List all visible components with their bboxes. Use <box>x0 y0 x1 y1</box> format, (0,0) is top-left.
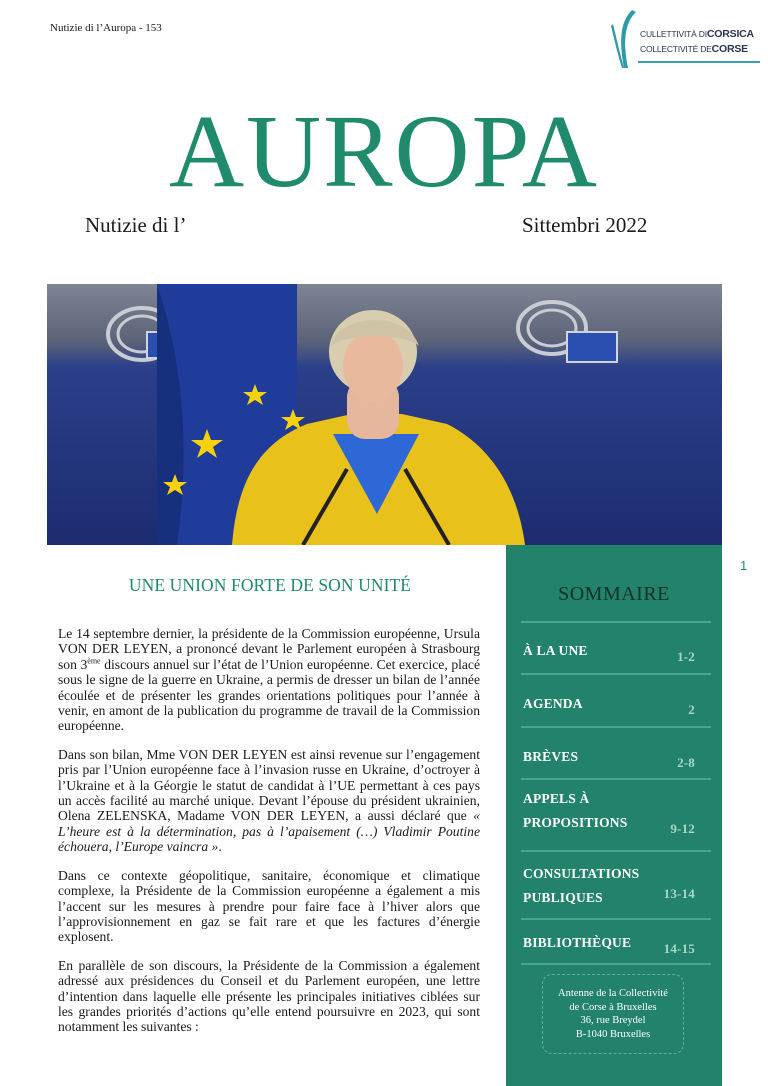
sommaire-item-agenda[interactable]: AGENDA 2 <box>523 696 695 717</box>
collectivite-corse-logo: CULLETTIVITÀ DICORSICA COLLECTIVITÉ DECORSE <box>610 6 760 72</box>
paragraph: Le 14 septembre dernier, la présidente de la Commission européenne, Ursula VON DER LEYEN, a prononcé devant le Parlement européen à Strasbourg son 3ème discours annuel sur l’état de l’Union européenne. Cet exercice, placé sous le signe de la guerre en Ukraine, a permis de dresser un bilan de l’année écoulée et de présenter les grandes orientations politiques pour l’année à venir, en amont de la publication du programme de travail de la Commission européenne. <box>58 626 480 734</box>
sommaire-title: SOMMAIRE <box>558 583 670 605</box>
cover-photo <box>47 284 722 545</box>
sommaire-item-a-la-une[interactable]: À LA UNE 1-2 <box>523 643 695 664</box>
masthead-title: AUROPA <box>168 94 600 209</box>
sommaire-item-appels[interactable]: APPELS À PROPOSITIONS 9-12 <box>523 791 695 836</box>
sommaire-panel <box>506 545 722 1086</box>
address-box: Antenne de la Collectivité de Corse à Bruxelles 36, rue Breydel B-1040 Bruxelles <box>542 974 684 1054</box>
article-headline: UNE UNION FORTE DE SON UNITÉ <box>128 575 412 595</box>
masthead-subtitle: Nutizie di l’ <box>85 213 187 237</box>
logo-mark-icon <box>610 6 640 72</box>
paragraph: Dans ce contexte géopolitique, sanitaire, économique et climatique complexe, la Présidente de la Commission européenne a également a mis l’accent sur les mesures à prendre pour faire face à l’hiver alors que l’approvisionnement en gaz se fait rare et que les factures d’énergie explosent. <box>58 867 480 945</box>
issue-date: Sittembri 2022 <box>522 213 648 237</box>
article-body <box>58 626 480 1048</box>
sommaire-item-bibliotheque[interactable]: BIBLIOTHÈQUE 14-15 <box>523 935 695 956</box>
page-number: 1 <box>740 558 748 573</box>
paragraph: Dans son bilan, Mme VON DER LEYEN est ainsi revenue sur l’engagement pris par l’Union européenne face à l’invasion russe en Ukraine, d’octroyer à l’Ukraine et à la Géorgie le statut de candidat à l’UE permettant à ces pays un accès facilité au marché unique. Devant l’épouse du président ukrainien, Olena ZELENSKA, Madame VON DER LEYEN, a aussi déclaré que « L’heure est à la détermination, pas à l’apaisement (…) Vladimir Poutine échouera, l’Europe vaincra ». <box>58 746 480 855</box>
issue-label: Nutizie di l’Auropa - 153 <box>50 22 162 34</box>
sommaire-item-breves[interactable]: BRÈVES 2-8 <box>523 749 695 770</box>
sommaire-item-consultations[interactable]: CONSULTATIONS PUBLIQUES 13-14 <box>523 866 695 905</box>
quote: « L’heure est à la détermination, pas à l’apaisement (…) Vladimir Poutine échouera, l’Europe vaincra » <box>58 808 480 855</box>
paragraph: En parallèle de son discours, la Présidente de la Commission a également adressé aux présidences du Conseil et du Parlement européen, une lettre d’intention dans laquelle elle présente les principales initiatives ciblées sur les grandes priorités d’actions qu’elle entend poursuivre en 2023, qui sont notamment les suivantes : <box>58 957 480 1035</box>
